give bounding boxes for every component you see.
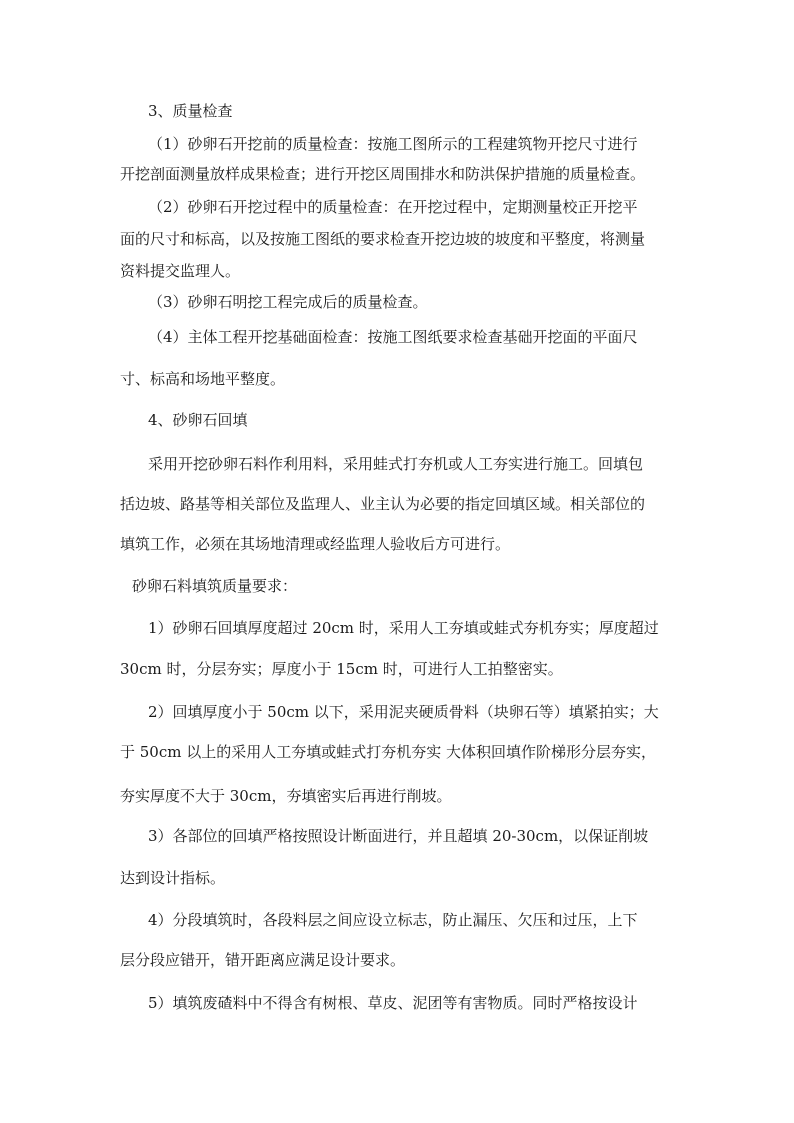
paragraph-line: 寸、标高和场地平整度。 <box>120 370 286 388</box>
requirements-heading: 砂卵石料填筑质量要求： <box>132 577 298 595</box>
paragraph-line: （2）砂卵石开挖过程中的质量检查：在开挖过程中，定期测量校正开挖平 <box>148 198 638 216</box>
paragraph-line: 3）各部位的回填严格按照设计断面进行，并且超填 20-30cm，以保证削坡 <box>148 827 649 845</box>
paragraph-line: 2）回填厚度小于 50cm 以下，采用泥夹硬质骨料（块卵石等）填紧拍实；大 <box>148 703 659 721</box>
paragraph-line: 层分段应错开，错开距离应满足设计要求。 <box>120 951 406 969</box>
paragraph-line: （1）砂卵石开挖前的质量检查：按施工图所示的工程建筑物开挖尺寸进行 <box>148 135 638 153</box>
paragraph-line: （3）砂卵石明挖工程完成后的质量检查。 <box>148 293 428 311</box>
section-heading-backfill: 4、砂卵石回填 <box>148 411 248 429</box>
paragraph-line: 于 50cm 以上的采用人工夯填或蛙式打夯机夯实 大体积回填作阶梯形分层夯实， <box>120 743 657 761</box>
paragraph-line: 采用开挖砂卵石料作利用料，采用蛙式打夯机或人工夯实进行施工。回填包 <box>148 455 644 473</box>
paragraph-line: 面的尺寸和标高，以及按施工图纸的要求检查开挖边坡的坡度和平整度，将测量 <box>120 230 646 248</box>
paragraph-line: 5）填筑废碴料中不得含有树根、草皮、泥团等有害物质。同时严格按设计 <box>148 994 638 1012</box>
paragraph-line: 填筑工作，必须在其场地清理或经监理人验收后方可进行。 <box>120 535 511 553</box>
paragraph-line: 达到设计指标。 <box>120 869 226 887</box>
paragraph-line: 资料提交监理人。 <box>120 262 241 280</box>
paragraph-line: 4）分段填筑时，各段料层之间应设立标志，防止漏压、欠压和过压，上下 <box>148 911 638 929</box>
paragraph-line: 夯实厚度不大于 30cm，夯填密实后再进行削坡。 <box>120 787 452 805</box>
section-heading-quality-check: 3、质量检查 <box>148 102 233 120</box>
paragraph-line: （4）主体工程开挖基础面检查：按施工图纸要求检查基础开挖面的平面尺 <box>148 328 638 346</box>
paragraph-line: 括边坡、路基等相关部位及监理人、业主认为必要的指定回填区域。相关部位的 <box>120 495 646 513</box>
paragraph-line: 1）砂卵石回填厚度超过 20cm 时，采用人工夯填或蛙式夯机夯实；厚度超过 <box>148 619 659 637</box>
paragraph-line: 开挖剖面测量放样成果检查；进行开挖区周围排水和防洪保护措施的质量检查。 <box>120 165 646 183</box>
paragraph-line: 30cm 时，分层夯实；厚度小于 15cm 时，可进行人工拍整密实。 <box>120 660 563 678</box>
